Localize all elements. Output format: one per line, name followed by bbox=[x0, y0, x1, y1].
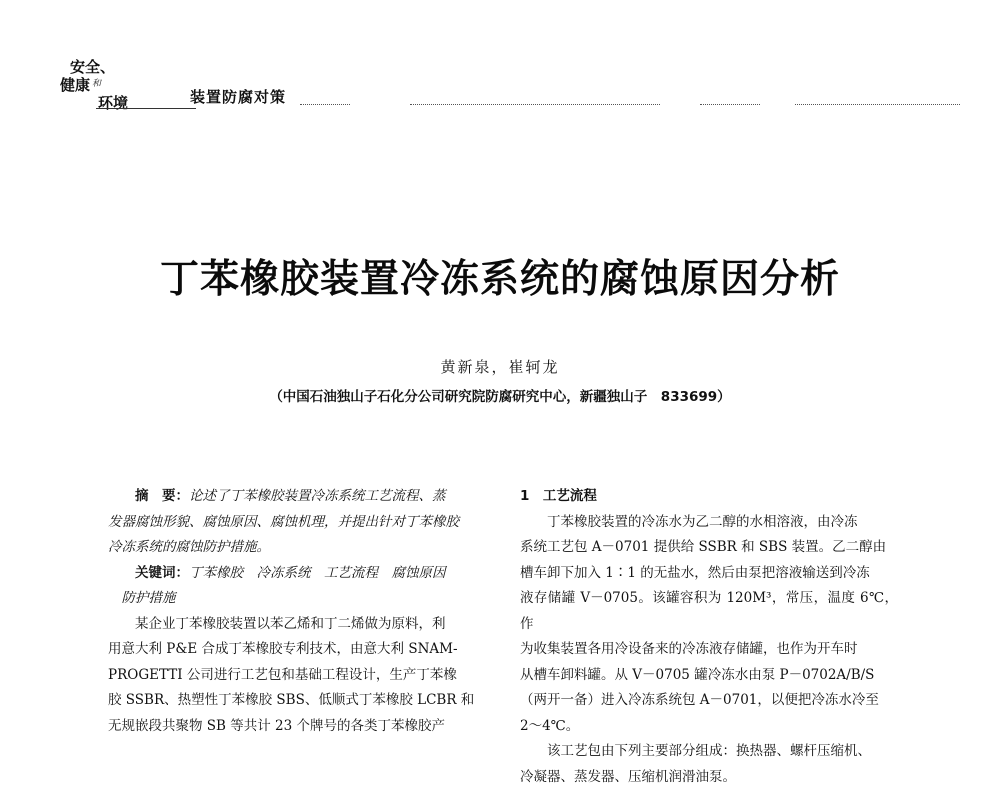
keywords-text: 丁苯橡胶 冷冻系统 工艺流程 腐蚀原因 bbox=[189, 564, 446, 581]
body-line: 为收集装置各用冷设备来的冷冻液存储罐，也作为开车时 bbox=[520, 641, 858, 657]
body-line: 该工艺包由下列主要部分组成：换热器、螺杆压缩机、 bbox=[547, 743, 871, 759]
body-line: PROGETTI 公司进行工艺包和基础工程设计，生产丁苯橡 bbox=[108, 666, 457, 683]
abstract-text: 论述了丁苯橡胶装置冷冻系统工艺流程、蒸 bbox=[189, 488, 446, 504]
right-column bbox=[520, 484, 898, 785]
section-heading-process: 1 工艺流程 bbox=[520, 488, 597, 504]
logo-text-safety: 安全、 bbox=[70, 58, 116, 76]
header-rule bbox=[795, 104, 960, 105]
body-line: 冷凝器、蒸发器、压缩机润滑油泵。 bbox=[520, 768, 736, 785]
journal-logo bbox=[60, 56, 180, 116]
abstract-line: 发器腐蚀形貌、腐蚀原因、腐蚀机理，并提出针对丁苯橡胶 bbox=[108, 513, 459, 530]
body-line: 槽车卸下加入 1∶1 的无盐水，然后由泵把溶液输送到冷冻 bbox=[520, 564, 870, 581]
header-rule bbox=[410, 104, 660, 105]
abstract-line bbox=[108, 484, 488, 510]
body-line: （两开一备）进入冷冻系统包 A－0701，以便把冷冻水冷至 bbox=[520, 692, 879, 708]
left-column bbox=[108, 484, 488, 739]
body-line: 胶 SSBR、热塑性丁苯橡胶 SBS、低顺式丁苯橡胶 LCBR 和 bbox=[108, 692, 475, 708]
header-rule bbox=[700, 104, 760, 105]
paper-authors: 黄新泉，崔轲龙 bbox=[440, 358, 560, 376]
body-line: 从槽车卸料罐。从 V－0705 罐冷冻水由泵 P－0702A/B/S bbox=[520, 666, 875, 683]
logo-text-environment: 环境 bbox=[98, 94, 129, 112]
body-line: 无规嵌段共聚物 SB 等共计 23 个牌号的各类丁苯橡胶产 bbox=[108, 717, 446, 734]
abstract-label: 摘 要： bbox=[135, 488, 189, 504]
body-line: 系统工艺包 A－0701 提供给 SSBR 和 SBS 装置。乙二醇由 bbox=[520, 539, 887, 555]
body-line: 液存储罐 V－0705。该罐容积为 120M³，常压，温度 6℃，作 bbox=[520, 590, 898, 632]
body-line: 2～4℃。 bbox=[520, 717, 580, 734]
body-line: 丁苯橡胶装置的冷冻水为乙二醇的水相溶液，由冷冻 bbox=[547, 513, 858, 530]
logo-underline bbox=[96, 108, 196, 109]
header-rule bbox=[300, 104, 350, 105]
paper-affiliation: （中国石油独山子石化分公司研究院防腐研究中心，新疆独山子 833699） bbox=[269, 389, 731, 405]
section-title: 装置防腐对策 bbox=[190, 88, 287, 106]
logo-text-health: 健康 bbox=[60, 76, 91, 94]
keywords-line bbox=[108, 561, 488, 587]
keywords-line: 防护措施 bbox=[121, 590, 176, 606]
body-line: 某企业丁苯橡胶装置以苯乙烯和丁二烯做为原料，利 bbox=[135, 615, 446, 632]
paper-title: 丁苯橡胶装置冷冻系统的腐蚀原因分析 bbox=[159, 257, 840, 302]
keywords-label: 关键词： bbox=[135, 564, 189, 581]
body-line: 用意大利 P&E 合成丁苯橡胶专利技术，由意大利 SNAM- bbox=[108, 641, 458, 657]
logo-text-and: 和 bbox=[92, 79, 102, 89]
abstract-line: 冷冻系统的腐蚀防护措施。 bbox=[108, 539, 270, 555]
